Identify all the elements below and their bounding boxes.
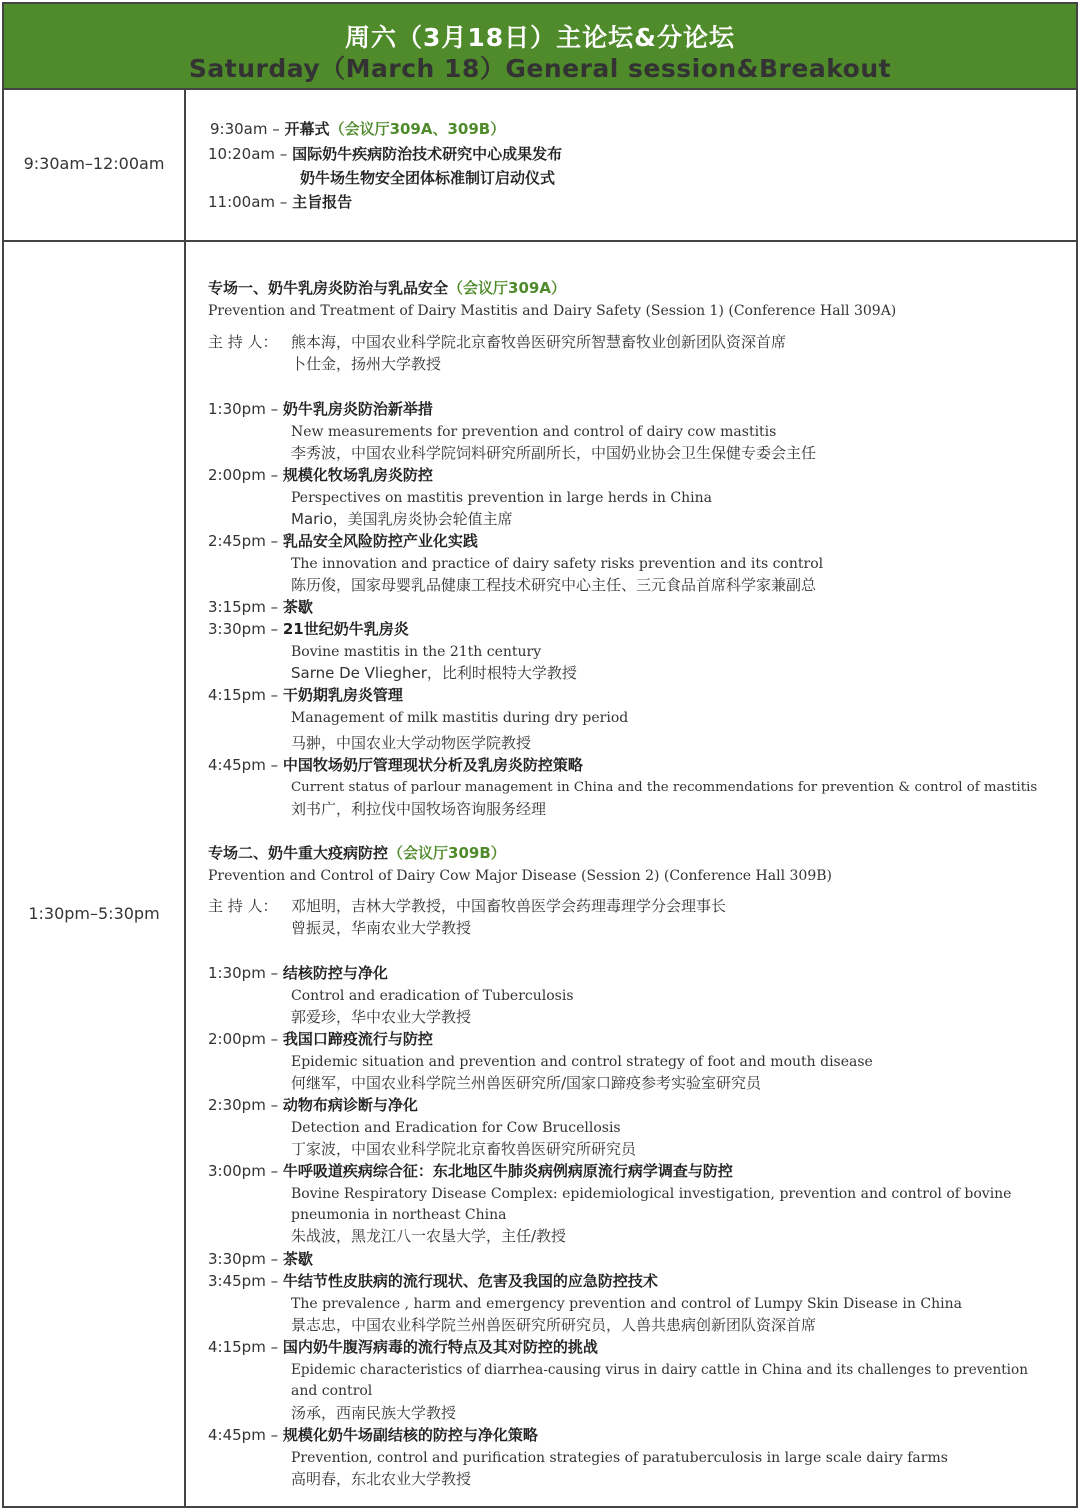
header-title-en: Saturday（March 18）General session&Breakout: [188, 54, 892, 83]
talk-time: 3:30pm –: [208, 620, 279, 638]
talk-time: 2:45pm –: [208, 532, 279, 550]
talk-speaker: 何继军，中国农业科学院兰州兽医研究所/国家口蹄疫参考实验室研究员: [291, 1074, 762, 1092]
host-label: 主 持 人：: [208, 333, 278, 351]
talk-title-en: Epidemic situation and prevention and control strategy of foot and mouth disease: [291, 1054, 873, 1070]
talk-item: [208, 1161, 733, 1181]
session-title-zh: 专场一、奶牛乳房炎防治与乳品安全: [208, 279, 449, 297]
talk-speaker: 郭爱珍，华中农业大学教授: [291, 1008, 472, 1026]
talk-title: 牛呼吸道疾病综合征：东北地区牛肺炎病例病原流行病学调查与防控: [282, 1162, 733, 1180]
talk-item: [208, 1029, 433, 1049]
session-title-en: Prevention and Treatment of Dairy Mastitis and Dairy Safety (Session 1) (Conference Hall 309A): [208, 303, 897, 319]
talk-title: 规模化奶牛场副结核的防控与净化策略: [282, 1426, 538, 1444]
talk-time: 2:30pm –: [208, 1096, 279, 1114]
talk-item: [208, 963, 388, 983]
host: 熊本海，中国农业科学院北京畜牧兽医研究所智慧畜牧业创新团队资深首席: [291, 333, 787, 351]
host-label: 主 持 人：: [208, 897, 278, 915]
afternoon-time: 1:30pm–5:30pm: [28, 904, 160, 923]
talk-title: 规模化牧场乳房炎防控: [282, 466, 433, 484]
session-hall: （会议厅309B）: [388, 844, 506, 862]
talk-title: 中国牧场奶厅管理现状分析及乳房炎防控策略: [282, 756, 583, 774]
session-title-zh: 专场二、奶牛重大疫病防控: [208, 844, 389, 862]
talk-title-en: Perspectives on mastitis prevention in large herds in China: [291, 490, 712, 506]
schedule-header: [4, 4, 1076, 90]
host: 卜仕金，扬州大学教授: [291, 355, 442, 373]
row-divider: [4, 240, 1076, 242]
item-title: 奶牛场生物安全团体标准制订启动仪式: [300, 169, 556, 187]
talk-title: 结核防控与净化: [282, 964, 388, 982]
talk-title: 牛结节性皮肤病的流行现状、危害及我国的应急防控技术: [282, 1272, 658, 1290]
talk-time: 4:15pm –: [208, 1338, 279, 1356]
talk-title: 动物布病诊断与净化: [282, 1096, 418, 1114]
talk-speaker: 丁家波，中国农业科学院北京畜牧兽医研究所研究员: [291, 1140, 637, 1158]
item-time: 9:30am –: [210, 120, 280, 138]
talk-title: 我国口蹄疫流行与防控: [282, 1030, 433, 1048]
header-title-zh: 周六（3月18日）主论坛&分论坛: [345, 23, 735, 52]
talk-item: [208, 619, 409, 639]
talk-speaker: 马翀，中国农业大学动物医学院教授: [291, 734, 532, 752]
talk-title-en: Detection and Eradication for Cow Brucellosis: [291, 1120, 621, 1136]
agenda-item: [208, 192, 352, 212]
talk-title-en-cont: pneumonia in northeast China: [291, 1207, 507, 1223]
talk-item: [208, 1425, 538, 1445]
talk-speaker: 刘书广，利拉伐中国牧场咨询服务经理: [291, 800, 547, 818]
talk-item: [208, 399, 433, 419]
talk-time: 4:45pm –: [208, 1426, 279, 1444]
talk-title-en: Management of milk mastitis during dry period: [291, 710, 629, 726]
talk-item: [208, 1095, 418, 1115]
session-title-en: Prevention and Control of Dairy Cow Major Disease (Session 2) (Conference Hall 309B): [208, 868, 832, 884]
talk-title-en: Bovine Respiratory Disease Complex: epidemiological investigation, prevention and control of bovine: [291, 1186, 1012, 1202]
agenda-item: [300, 168, 555, 188]
talk-time: 3:45pm –: [208, 1272, 279, 1290]
item-title: 开幕式: [284, 120, 330, 138]
talk-title: 干奶期乳房炎管理: [282, 686, 403, 704]
item-hall: （会议厅309A、309B）: [329, 120, 506, 138]
talk-time: 4:45pm –: [208, 756, 279, 774]
talk-time: 1:30pm –: [208, 400, 279, 418]
talk-item: [208, 1337, 598, 1357]
talk-title: 国内奶牛腹泻病毒的流行特点及其对防控的挑战: [282, 1338, 598, 1356]
column-divider: [184, 88, 186, 1506]
talk-time: 3:30pm –: [208, 1250, 279, 1268]
talk-title-en: Prevention, control and purification strategies of paratuberculosis in large scale dairy farms: [291, 1450, 948, 1466]
talk-item: [208, 685, 403, 705]
talk-speaker: Sarne De Vliegher，比利时根特大学教授: [291, 664, 577, 682]
talk-time: 1:30pm –: [208, 964, 279, 982]
talk-title-en-cont: and control: [291, 1383, 373, 1399]
talk-time: 4:15pm –: [208, 686, 279, 704]
talk-title-en: The innovation and practice of dairy safety risks prevention and its control: [291, 556, 824, 572]
talk-title-en: New measurements for prevention and control of dairy cow mastitis: [291, 424, 777, 440]
talk-title-en: Current status of parlour management in China and the recommendations for prevention & control of mastitis: [291, 780, 1038, 795]
item-title: 国际奶牛疾病防治技术研究中心成果发布: [292, 145, 563, 163]
talk-item: [208, 465, 433, 485]
talk-speaker: 李秀波，中国农业科学院饲料研究所副所长，中国奶业协会卫生保健专委会主任: [291, 444, 817, 462]
talk-title-en: Epidemic characteristics of diarrhea-causing virus in dairy cattle in China and its challenges to prevention: [291, 1362, 1028, 1378]
talk-speaker: 景志忠，中国农业科学院兰州兽医研究所研究员，人兽共患病创新团队资深首席: [291, 1316, 817, 1334]
talk-item: [208, 531, 478, 551]
talk-title-en: Control and eradication of Tuberculosis: [291, 988, 574, 1004]
host: 曾振灵，华南农业大学教授: [291, 919, 472, 937]
talk-time: 2:00pm –: [208, 466, 279, 484]
host: 邓旭明，吉林大学教授，中国畜牧兽医学会药理毒理学分会理事长: [291, 897, 727, 915]
session-title: [208, 843, 506, 863]
talk-item: [208, 597, 313, 617]
talk-item: [208, 755, 583, 775]
talk-speaker: 朱战波，黑龙江八一农垦大学，主任/教授: [291, 1227, 567, 1245]
talk-speaker: 高明春，东北农业大学教授: [291, 1470, 472, 1488]
item-time: 10:20am –: [208, 145, 288, 163]
morning-time: 9:30am–12:00am: [23, 154, 165, 173]
talk-title-en: Bovine mastitis in the 21th century: [291, 644, 542, 660]
talk-item: [208, 1271, 658, 1291]
talk-time: 3:15pm –: [208, 598, 279, 616]
talk-time: 3:00pm –: [208, 1162, 279, 1180]
session-hall: （会议厅309A）: [448, 279, 566, 297]
talk-speaker: 汤承，西南民族大学教授: [291, 1404, 457, 1422]
agenda-item: [208, 144, 562, 164]
talk-title: 茶歇: [282, 598, 313, 616]
talk-speaker: Mario，美国乳房炎协会轮值主席: [291, 510, 513, 528]
talk-title-en: The prevalence , harm and emergency prevention and control of Lumpy Skin Disease in China: [291, 1296, 962, 1312]
schedule-table: [2, 2, 1078, 1508]
talk-title: 21世纪奶牛乳房炎: [282, 620, 409, 638]
talk-title: 奶牛乳房炎防治新举措: [282, 400, 433, 418]
agenda-item: [210, 119, 505, 139]
talk-item: [208, 1249, 313, 1269]
talk-title: 茶歇: [282, 1250, 313, 1268]
session-title: [208, 278, 566, 298]
talk-speaker: 陈历俊，国家母婴乳品健康工程技术研究中心主任、三元食品首席科学家兼副总: [291, 576, 817, 594]
talk-title: 乳品安全风险防控产业化实践: [282, 532, 478, 550]
talk-time: 2:00pm –: [208, 1030, 279, 1048]
item-title: 主旨报告: [292, 193, 353, 211]
item-time: 11:00am –: [208, 193, 288, 211]
